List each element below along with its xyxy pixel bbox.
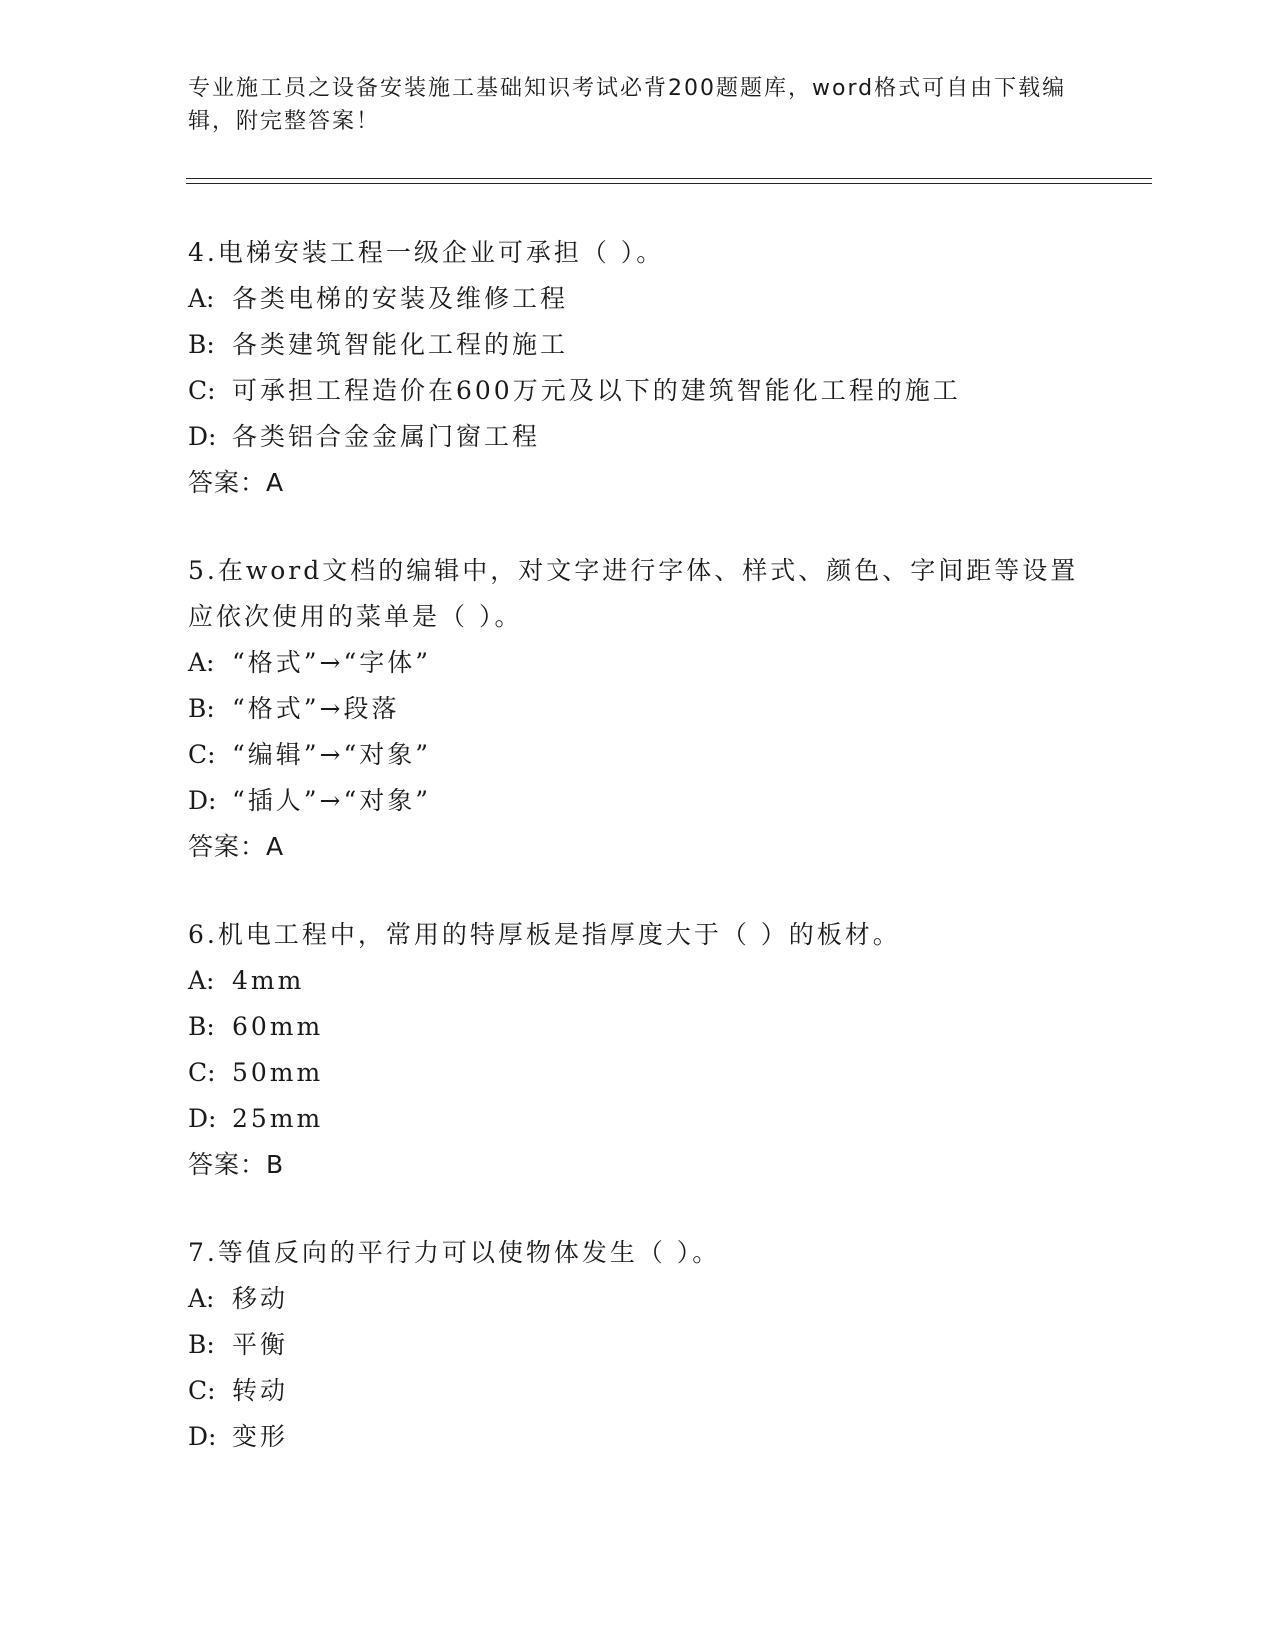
option-text: 可承担工程造价在600万元及以下的建筑智能化工程的施工: [232, 376, 961, 405]
option-d: [188, 1096, 1088, 1142]
question-stem: 5.在word文档的编辑中，对文字进行字体、样式、颜色、字间距等设置应依次使用的菜单是（ ）。: [188, 556, 1079, 631]
option-label: C:: [188, 376, 216, 405]
option-text: 各类铝合金金属门窗工程: [232, 422, 541, 451]
option-text: 25mm: [232, 1104, 324, 1133]
question-7: [188, 1230, 1088, 1460]
option-text: 平衡: [232, 1330, 289, 1359]
option-text: 各类建筑智能化工程的施工: [232, 330, 569, 359]
option-text: 移动: [232, 1284, 289, 1313]
option-label: C:: [188, 1058, 216, 1087]
option-d: [188, 778, 1088, 824]
answer: 答案：A: [188, 468, 285, 497]
option-label: A:: [188, 284, 215, 313]
header-divider-top: [186, 178, 1152, 179]
option-label: A:: [188, 1284, 215, 1313]
option-a: [188, 958, 1088, 1004]
option-c: [188, 1050, 1088, 1096]
question-4: [188, 230, 1088, 506]
option-text: 60mm: [232, 1012, 324, 1041]
option-a: [188, 276, 1088, 322]
question-stem: 7.等值反向的平行力可以使物体发生（ ）。: [188, 1238, 721, 1267]
option-a: [188, 1276, 1088, 1322]
option-text: “格式”→段落: [232, 694, 400, 723]
option-d: [188, 1414, 1088, 1460]
option-label: B:: [188, 694, 215, 723]
option-label: D:: [188, 422, 217, 451]
header-divider-bottom: [186, 183, 1152, 184]
option-b: [188, 322, 1088, 368]
option-text: “插人”→“对象”: [232, 786, 432, 815]
option-b: [188, 686, 1088, 732]
option-text: 转动: [232, 1376, 289, 1405]
option-d: [188, 414, 1088, 460]
option-label: D:: [188, 786, 217, 815]
question-stem: 4.电梯安装工程一级企业可承担（ ）。: [188, 238, 665, 267]
document-title: 专业施工员之设备安装施工基础知识考试必背200题题库，word格式可自由下载编辑，附完整答案！: [188, 76, 1067, 134]
option-c: [188, 1368, 1088, 1414]
option-label: C:: [188, 740, 216, 769]
option-label: B:: [188, 1012, 215, 1041]
option-label: D:: [188, 1422, 217, 1451]
option-text: “编辑”→“对象”: [232, 740, 432, 769]
option-label: A:: [188, 966, 215, 995]
question-5: [188, 548, 1088, 870]
option-c: [188, 368, 1088, 414]
answer: 答案：A: [188, 832, 285, 861]
option-label: C:: [188, 1376, 216, 1405]
option-text: 50mm: [232, 1058, 324, 1087]
option-text: 各类电梯的安装及维修工程: [232, 284, 569, 313]
answer: 答案：B: [188, 1150, 285, 1179]
question-6: [188, 912, 1088, 1188]
option-text: “格式”→“字体”: [232, 648, 432, 677]
option-b: [188, 1322, 1088, 1368]
option-label: B:: [188, 330, 215, 359]
option-text: 变形: [232, 1422, 289, 1451]
option-label: D:: [188, 1104, 217, 1133]
option-c: [188, 732, 1088, 778]
option-a: [188, 640, 1088, 686]
option-label: B:: [188, 1330, 215, 1359]
option-text: 4mm: [232, 966, 305, 995]
option-label: A:: [188, 648, 215, 677]
option-b: [188, 1004, 1088, 1050]
question-stem: 6.机电工程中，常用的特厚板是指厚度大于（ ）的板材。: [188, 920, 901, 949]
